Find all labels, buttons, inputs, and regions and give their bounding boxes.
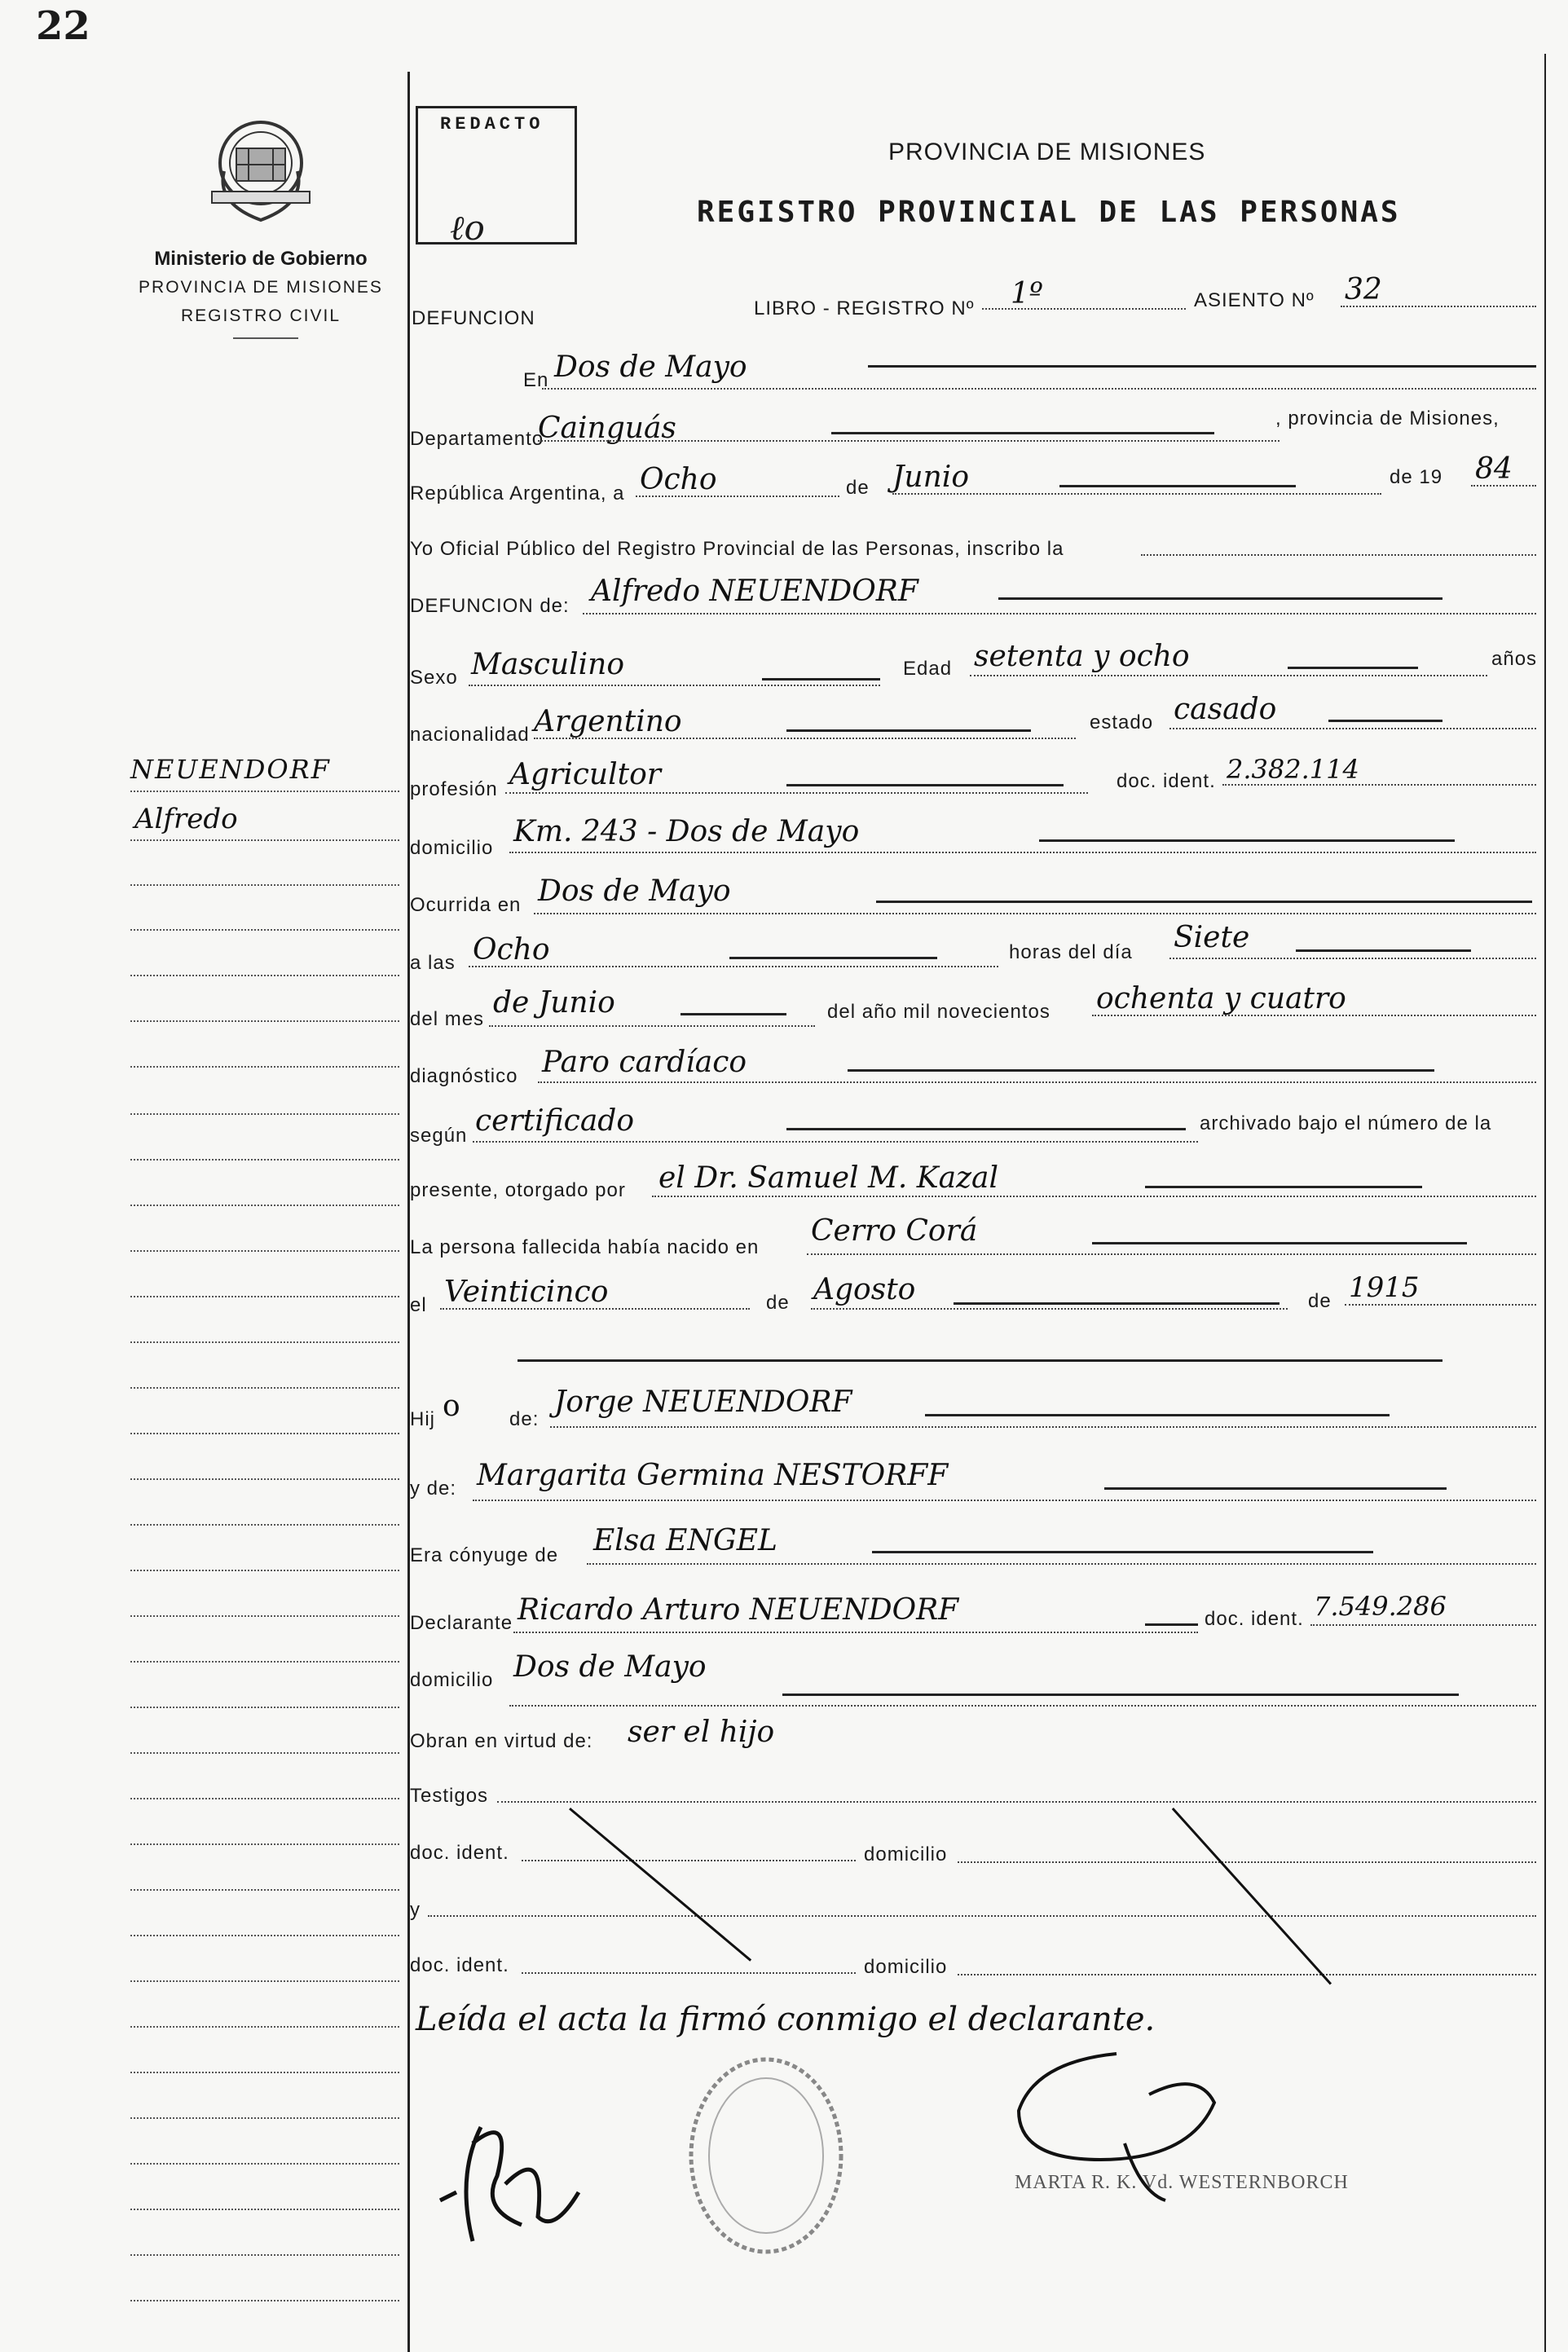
estado-value: casado xyxy=(1174,693,1277,726)
departamento-rule xyxy=(831,432,1214,434)
oficial-text: Yo Oficial Público del Registro Provincial de las Personas, inscribo la xyxy=(410,538,1064,560)
fecha-anio-dots xyxy=(1471,485,1536,487)
testigo-y-label: y xyxy=(410,1899,421,1921)
declarant-signature-icon xyxy=(424,2094,595,2257)
nac-mes-dots xyxy=(811,1308,1288,1310)
hora-value: Ocho xyxy=(473,933,550,967)
redacto-label: REDACTO xyxy=(440,114,544,134)
nac-de2-label: de xyxy=(1308,1290,1332,1312)
domicilio-label: domicilio xyxy=(410,837,494,859)
declarante-rule xyxy=(1145,1623,1198,1626)
decl-domicilio-value: Dos de Mayo xyxy=(513,1650,707,1684)
margin-line xyxy=(130,1020,399,1022)
nac-dia-dots xyxy=(440,1308,750,1310)
conyuge-label: Era cónyuge de xyxy=(410,1544,559,1566)
estado-dots xyxy=(1169,728,1536,729)
domicilio-rule xyxy=(1039,839,1455,842)
cancel-stroke xyxy=(1172,1808,1332,1985)
left-margin-rule xyxy=(407,72,410,2352)
nacionalidad-value: Argentino xyxy=(534,705,682,738)
margin-line xyxy=(130,929,399,931)
edad-label: Edad xyxy=(903,658,953,680)
nacionalidad-dots xyxy=(534,738,1076,739)
ministry-name: Ministerio de Gobierno xyxy=(154,248,368,270)
madre-value: Margarita Germina NESTORFF xyxy=(477,1459,949,1492)
otorgado-rule xyxy=(1145,1186,1422,1188)
difunto-rule xyxy=(998,597,1442,600)
testigo1-dom-dots xyxy=(958,1861,1536,1863)
sexo-value: Masculino xyxy=(471,648,625,681)
fecha-de-label: de xyxy=(846,477,870,499)
margin-line xyxy=(130,2209,399,2210)
hora-rule xyxy=(729,957,937,959)
margin-line xyxy=(130,1159,399,1161)
fecha-dia-value: Ocho xyxy=(640,463,717,496)
departamento-label: Departamento xyxy=(410,428,544,450)
alas-label: a las xyxy=(410,952,456,974)
departamento-value: Cainguás xyxy=(538,412,676,445)
otorgado-dots xyxy=(652,1196,1536,1197)
nac-mes-value: Agosto xyxy=(813,1273,916,1306)
padre-rule xyxy=(925,1414,1390,1416)
redacto-initial: ℓo xyxy=(450,208,485,248)
margin-line xyxy=(130,1889,399,1891)
fecha-de19-label: de 19 xyxy=(1390,466,1443,488)
nacionalidad-rule xyxy=(786,729,1031,732)
fecha-dots xyxy=(892,493,1381,495)
testigo2-dom-label: domicilio xyxy=(864,1956,948,1978)
mes-muerte-dots xyxy=(489,1025,815,1027)
conyuge-dots xyxy=(587,1563,1536,1565)
dia-muerte-value: Siete xyxy=(1174,921,1250,954)
page-number: 22 xyxy=(36,3,90,49)
estado-rule xyxy=(1328,720,1442,722)
oficial-dots xyxy=(1141,554,1536,556)
testigo1-doc-dots xyxy=(522,1860,856,1861)
profesion-label: profesión xyxy=(410,778,498,800)
en-label: En xyxy=(523,369,549,391)
nacionalidad-label: nacionalidad xyxy=(410,724,530,746)
otorgado-value: el Dr. Samuel M. Kazal xyxy=(658,1161,999,1195)
delmes-label: del mes xyxy=(410,1008,485,1030)
margin-line xyxy=(130,975,399,976)
obran-label: Obran en virtud de: xyxy=(410,1730,593,1752)
diagnostico-dots xyxy=(538,1081,1536,1083)
diagnostico-value: Paro cardíaco xyxy=(542,1046,747,1079)
segun-value: certificado xyxy=(475,1104,635,1138)
testigo2-doc-dots xyxy=(522,1972,856,1974)
provincia-label: , provincia de Misiones, xyxy=(1275,407,1500,429)
anio-muerte-value: ochenta y cuatro xyxy=(1096,982,1346,1015)
asiento-dots xyxy=(1341,306,1536,307)
archivado-label: archivado bajo el número de la xyxy=(1200,1112,1492,1134)
fecha-dia-dots xyxy=(636,496,839,497)
segun-dots xyxy=(473,1141,1198,1143)
margin-line xyxy=(130,2072,399,2073)
ocurrida-dots xyxy=(534,913,1536,914)
margin-line xyxy=(130,1205,399,1206)
margin-line xyxy=(130,1935,399,1936)
margin-line xyxy=(130,1661,399,1663)
nac-anio-value: 1915 xyxy=(1349,1271,1420,1304)
margin-line xyxy=(130,1250,399,1252)
nac-de-label: de xyxy=(766,1292,790,1314)
margin-line xyxy=(130,1798,399,1799)
nac-dia-value: Veinticinco xyxy=(444,1275,609,1309)
asiento-label: ASIENTO Nº xyxy=(1194,289,1315,311)
testigos-dots xyxy=(497,1801,1536,1803)
doc-value: 2.382.114 xyxy=(1227,754,1359,785)
margin-line xyxy=(130,2300,399,2301)
province-title: PROVINCIA DE MISIONES xyxy=(888,139,1206,165)
margin-line xyxy=(130,839,399,841)
ocurrida-rule xyxy=(876,901,1532,903)
nacido-rule xyxy=(1092,1242,1467,1244)
conyuge-rule xyxy=(872,1551,1373,1553)
delanio-label: del año mil novecientos xyxy=(827,1001,1050,1023)
departamento-dots xyxy=(538,440,1280,442)
blank-line-rule xyxy=(518,1359,1442,1362)
ministry-registry: REGISTRO CIVIL xyxy=(180,306,341,325)
padre-dots xyxy=(550,1426,1536,1428)
ocurrida-value: Dos de Mayo xyxy=(538,874,731,908)
testigo2-dom-dots xyxy=(958,1974,1536,1975)
act-type: DEFUNCION xyxy=(412,307,535,329)
sexo-label: Sexo xyxy=(410,667,458,689)
declarante-doc-label: doc. ident. xyxy=(1205,1608,1304,1630)
registry-stamp-icon xyxy=(685,2054,848,2257)
segun-label: según xyxy=(410,1125,468,1147)
margin-line xyxy=(130,2117,399,2119)
anio-muerte-dots xyxy=(1092,1015,1536,1016)
fecha-rule xyxy=(1059,485,1296,487)
diagnostico-rule xyxy=(848,1069,1434,1072)
margin-given-name: Alfredo xyxy=(134,803,238,835)
margin-line xyxy=(130,1843,399,1845)
madre-rule xyxy=(1104,1487,1447,1490)
conyuge-value: Elsa ENGEL xyxy=(593,1524,777,1557)
margin-line xyxy=(130,1524,399,1526)
en-dots xyxy=(542,388,1536,390)
declarante-value: Ricardo Arturo NEUENDORF xyxy=(518,1593,959,1627)
testigo-y-dots xyxy=(428,1915,1536,1917)
margin-line xyxy=(130,1433,399,1434)
margin-line xyxy=(130,1570,399,1571)
nacido-label: La persona fallecida había nacido en xyxy=(410,1236,760,1258)
testigo1-dom-label: domicilio xyxy=(864,1843,948,1865)
en-value: Dos de Mayo xyxy=(554,350,747,384)
margin-line xyxy=(130,2254,399,2256)
margin-line xyxy=(130,1296,399,1297)
estado-label: estado xyxy=(1090,711,1154,733)
margin-line xyxy=(130,1980,399,1982)
ministry-header xyxy=(106,244,416,330)
hijo-de-label: de: xyxy=(509,1408,540,1430)
margin-line xyxy=(130,1113,399,1115)
sexo-dots xyxy=(469,685,880,686)
decl-domicilio-dots xyxy=(509,1705,1536,1707)
declarante-label: Declarante xyxy=(410,1612,513,1634)
libro-value: 1º xyxy=(1011,277,1043,311)
registry-title: REGISTRO PROVINCIAL DE LAS PERSONAS xyxy=(697,196,1401,229)
province-crest-icon xyxy=(208,114,314,236)
nacido-dots xyxy=(807,1253,1536,1255)
padre-value: Jorge NEUENDORF xyxy=(554,1385,852,1419)
edad-value: setenta y ocho xyxy=(974,640,1190,673)
hijo-label: Hij xyxy=(410,1408,435,1430)
ocurrida-label: Ocurrida en xyxy=(410,894,522,916)
defuncion-label: DEFUNCION de: xyxy=(410,595,570,617)
diagnostico-label: diagnóstico xyxy=(410,1065,518,1087)
doc-dots xyxy=(1222,784,1536,786)
testigo1-doc-label: doc. ident. xyxy=(410,1842,509,1864)
sexo-rule xyxy=(762,678,880,680)
cancel-stroke xyxy=(569,1808,751,1962)
libro-label: LIBRO - REGISTRO Nº xyxy=(754,297,975,319)
mes-muerte-rule xyxy=(680,1013,786,1015)
doc-label: doc. ident. xyxy=(1117,770,1216,792)
margin-line xyxy=(130,1478,399,1480)
segun-rule xyxy=(786,1128,1186,1130)
edad-rule xyxy=(1288,667,1418,669)
dia-muerte-dots xyxy=(1169,958,1536,959)
closing-statement: Leída el acta la firmó conmigo el declarante. xyxy=(416,2001,1156,2038)
yde-label: y de: xyxy=(410,1478,457,1500)
official-name-stamp: MARTA R. K. Vd. WESTERNBORCH xyxy=(1015,2172,1349,2193)
domicilio-value: Km. 243 - Dos de Mayo xyxy=(513,815,860,848)
ministry-rule xyxy=(233,337,298,339)
declarante-doc-dots xyxy=(1310,1624,1536,1626)
testigos-label: Testigos xyxy=(410,1785,489,1807)
fecha-mes-value: Junio xyxy=(892,460,969,494)
decl-domicilio-label: domicilio xyxy=(410,1669,494,1691)
ministry-province: PROVINCIA DE MISIONES xyxy=(139,278,383,297)
testigo2-doc-label: doc. ident. xyxy=(410,1954,509,1976)
hora-dots xyxy=(469,966,998,967)
nac-el-label: el xyxy=(410,1294,427,1316)
margin-line xyxy=(130,2026,399,2028)
nac-anio-dots xyxy=(1345,1304,1536,1306)
madre-dots xyxy=(473,1500,1536,1501)
right-margin-rule xyxy=(1544,54,1546,2352)
nacido-value: Cerro Corá xyxy=(811,1214,978,1248)
obran-value: ser el hijo xyxy=(628,1716,775,1749)
margin-line xyxy=(130,1387,399,1389)
hijo-suffix: o xyxy=(443,1390,460,1423)
asiento-value: 32 xyxy=(1345,273,1382,306)
fecha-anio-value: 84 xyxy=(1475,452,1513,486)
dia-muerte-rule xyxy=(1296,949,1471,952)
declarante-doc-value: 7.549.286 xyxy=(1314,1591,1447,1622)
presente-label: presente, otorgado por xyxy=(410,1179,626,1201)
decl-domicilio-rule xyxy=(782,1694,1459,1696)
nac-mes-rule xyxy=(954,1302,1280,1305)
margin-line xyxy=(130,884,399,886)
libro-dots xyxy=(982,308,1186,310)
republica-label: República Argentina, a xyxy=(410,482,625,504)
anios-label: años xyxy=(1491,648,1538,670)
horas-label: horas del día xyxy=(1009,941,1133,963)
margin-line xyxy=(130,1752,399,1754)
margin-line xyxy=(130,2163,399,2165)
margin-line xyxy=(130,1615,399,1617)
edad-dots xyxy=(970,675,1487,676)
margin-surname: NEUENDORF xyxy=(130,754,331,785)
margin-line xyxy=(130,1066,399,1068)
en-rule xyxy=(868,365,1536,368)
profesion-rule xyxy=(786,784,1064,786)
mes-muerte-value: de Junio xyxy=(493,986,615,1020)
declarante-dots xyxy=(513,1632,1198,1633)
profesion-value: Agricultor xyxy=(509,758,661,791)
margin-line xyxy=(130,791,399,792)
profesion-dots xyxy=(505,792,1088,794)
margin-line xyxy=(130,1707,399,1708)
margin-line xyxy=(130,1341,399,1343)
difunto-dots xyxy=(583,613,1536,614)
difunto-value: Alfredo NEUENDORF xyxy=(591,575,918,608)
domicilio-dots xyxy=(509,852,1536,853)
